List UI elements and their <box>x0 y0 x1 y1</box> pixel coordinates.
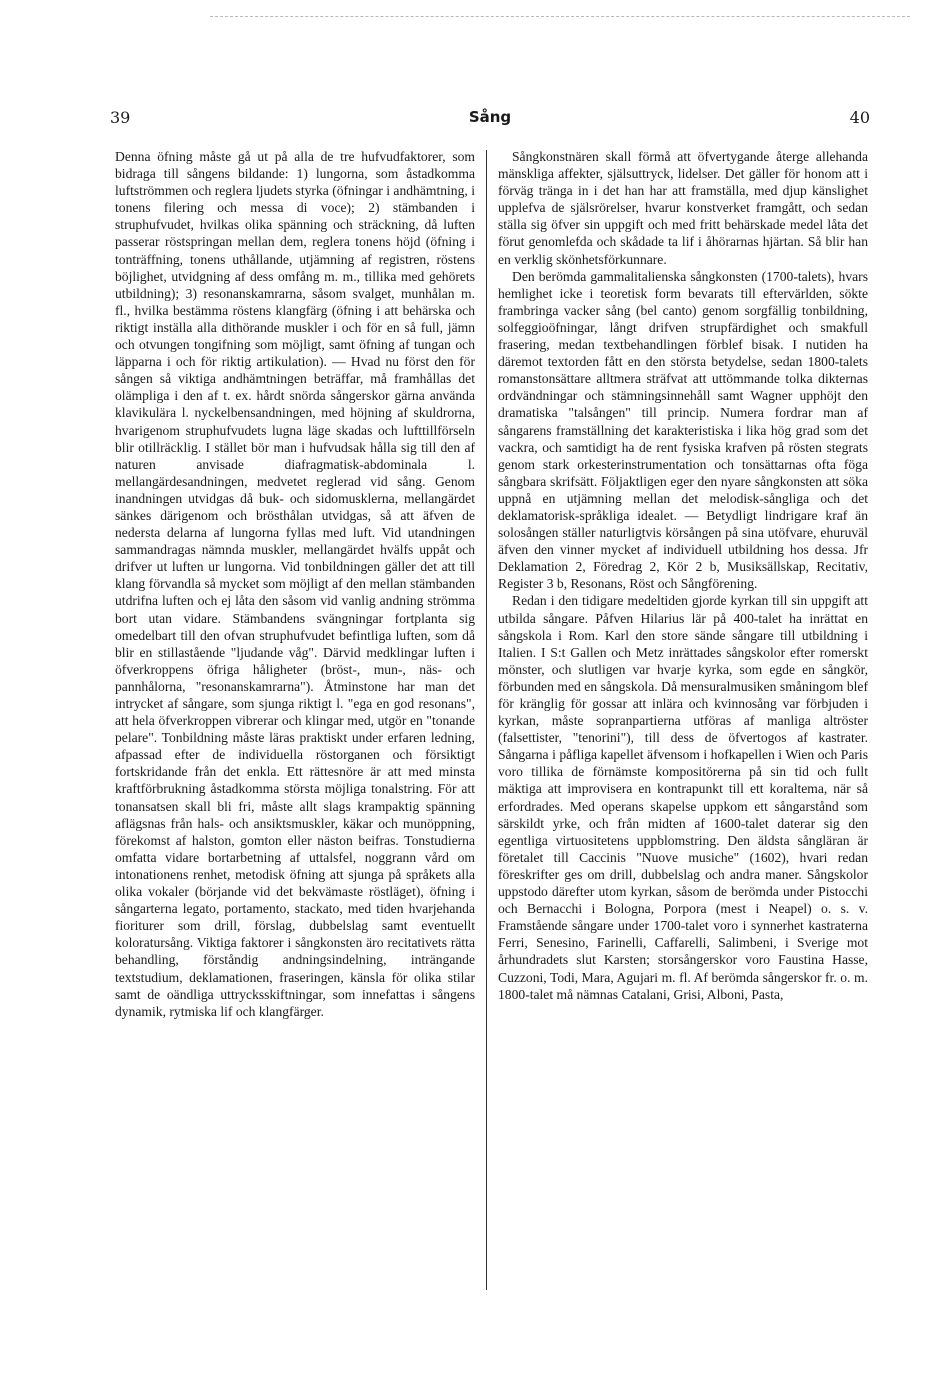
running-title: Sång <box>468 108 512 126</box>
right-paragraph: Sångkonstnären skall förmå att öfvertygande återge allehanda mänskliga affekter, själsuttryck, lidelser. Det gäller för honom att i förväg tränga in i det han har att framställa, med djup känslighet upplefva de själsrörelser, hvarur konstverket framgått, och sedan ställa sig öfver sin uppgift och med fritt behärskade medel låta det förut genomlefda och skådade ta lif i åhörarnas hjärtan. Så blir han en verklig skönhetsförkunnare. <box>498 149 868 267</box>
top-scan-rule <box>210 16 910 17</box>
left-paragraph: Denna öfning måste gå ut på alla de tre hufvudfaktorer, som bidraga till sångens bildande: 1) lungorna, som åstadkomma luftströmmen och reglera ljudets styrka (öfningar i andhämtning, i tonens filering och messa di voce); 2) stämbanden i struphufvudet, hvilkas olika spänning och sträckning, då luften passerar röstspringan mellan dem, reglera tonens höjd (öfning i tonträffning, tonens uthållande, utjämning af registren, röstens böjlighet, utvidgning af dess omfång m. m., tillika med gehörets utbildning); 3) resonanskamrarna, såsom svalget, munhålan m. fl., hvilka bestämma röstens klangfärg (öfning i att behärska och riktigt inställa alla dithörande muskler i och för en så full, jämn och otvungen tongifning som möjligt, samt öfning af tungan och läpparna i och för riktig artikulation). — Hvad nu först den för sången så viktiga andhämtningen beträffar, må framhållas det olämpliga i den af t. ex. hårdt snörda sångerskor gärna använda klavikulära l. nyckelbensandningen, med höjning af skuldrorna, hvarigenom struphufvudets lugna läge skadas och lufttillförseln blir otillräcklig. I stället bör man i hufvudsak hålla sig till den af naturen anvisade diafragmatisk-abdominala l. mellangärdesandningen, medvetet reglerad vid sång. Genom inandningen utvidgas då buk- och sidomusklerna, mellangärdet sänkes därigenom och brösthålan utvidgas, så att äfven de nedersta delarna af lungorna fyllas med luft. Vid utandningen sammandragas nämnda muskler, mellangärdet hvälfs uppåt och drifver ut luften ur lungorna. Vid tonbildningen gäller det att till klang förvandla så mycket som möjligt af den mellan stämbanden utdrifna luften och ej låta den såsom vid vanlig andning strömma bort utan vidare. Stämbandens svängningar fortplanta sig omedelbart till den ofvan struphufvudet befintliga luften, som då blir en stillastående "ljudande våg". Därvid medklingar luften i öfverkroppens öfriga håligheter (bröst-, mun-, näs- och pannhålorna, "resonanskamrarna"). Åtminstone har man det intrycket af sångare, som sjunga riktigt l. "ega en god resonans", att hela öfverkroppen vibrerar och klingar med, utgör en "tonande pelare". Tonbildning måste läras praktiskt under erfaren ledning, afpassad efter de individuella röstorganen och försiktigt fortskridande från det enkla. Ett rättesnöre är att med minsta kraftförbrukning åstadkomma största möjliga tonalstring. För att tonansatsen skall bli fri, måste allt slags krampaktig spänning aflägsnas från hals- och ansiktsmuskler, käkar och munöppning, förekomst af halston, gomton eller näston beifras. Tonstudierna omfatta vidare bortarbetning af uttalsfel, noggrann vård om intonationens renhet, metodisk öfning att sjunga på språkets alla olika vokaler (börjande vid det bekvämaste röstläget), öfning i sångarterna legato, portamento, stackato, med tiden hvarjehanda fioriturer som drill, förslag, dubbelslag samt eventuellt koloratursång. Viktiga faktorer i sångkonsten äro recitativets rätta behandling, förståndig andningsindelning, inträngande textstudium, deklamationen, fraseringen, känsla för olika stilar samt de oändliga uttrycksskiftningar, som innefattas i sångens dynamik, rytmiska lif och klangfärger. <box>115 149 475 1019</box>
column-divider <box>486 150 487 1290</box>
left-column <box>115 148 475 1020</box>
page-number-left: 39 <box>110 108 131 127</box>
page-number-right: 40 <box>849 108 870 127</box>
right-column <box>498 148 868 1003</box>
right-paragraph: Den berömda gammalitalienska sångkonsten (1700-talets), hvars hemlighet icke i teoretisk form bevarats till eftervärlden, sökte frambringa vacker sång (bel canto) genom sorgfällig tonbildning, solfeggioöfningar, långt drifven strupfärdighet och smakfull frasering, medan textbehandlingen förblef bisak. I nutiden ha däremot textorden fått en den största betydelse, sedan 1800-talets romanstonsättare alltmera sträfvat att uttömmande tolka dikternas ordvändningar och stämningsinnehåll samt Wagner upphöjt den dramatiska "talsången" till princip. Numera fordrar man af sångarens framställning det karakteristiska i lika hög grad som det vackra, och samtidigt ha de rent fysiska krafven på rösten stegrats genom stark orkesterinstrumentation och tonsättarnas ofta föga sångbara skrifsätt. Följaktligen eger den nyare sångkonsten att söka uppnå en utjämning mellan det melodisk-sångliga och det deklamatorisk-språkliga idealet. — Betydligt lindrigare kraf än solosången ställer naturligtvis körsången på sina utöfvare, ehuruväl äfven den vinner mycket af individuell utbildning hos dessa. Jfr Deklamation 2, Föredrag 2, Kör 2 b, Musiksällskap, Recitativ, Register 3 b, Resonans, Röst och Sångförening. <box>498 268 868 592</box>
right-paragraph: Redan i den tidigare medeltiden gjorde kyrkan till sin uppgift att utbilda sångare. Påfven Hilarius lär på 400-talet ha inrättat en sångskola i Rom. Karl den store sände sångare till utbildning i Italien. I S:t Gallen och Metz inrättades sångskolor efter romerskt mönster, och slutligen var hvarje kyrka, som egde en sångkör, förbunden med en sångskola. Då mensuralmusiken småningom blef för kränglig för gossar att inlära och kvinnosång var förbjuden i kyrkan, måste sopranpartierna utföras af manliga altröster (falsettister, "tenorini"), till dess de öfvertogos af kastrater. Sångarna i påfliga kapellet äfvensom i hofkapellen i Wien och Paris voro tillika de förnämste kompositörerna på sin tid och fullt mäktiga att improvisera en kontrapunkt till ett koraltema, när så erfordrades. Med operans skapelse uppkom ett sångarstånd som särskildt yrke, och från midten af 1600-talet daterar sig den egentliga virtuositetens uppblomstring. Den äldsta sångläran är företalet till Caccinis "Nuove musiche" (1602), hvari redan föreskrifter ges om drill, dubbelslag och andra maner. Sångskolor uppstodo därefter utom kyrkan, såsom de berömda under Pistocchi och Bernacchi i Bologna, Porpora (mest i Neapel) o. s. v. Framstående sångare under 1700-talet voro i synnerhet kastraterna Ferri, Senesino, Farinelli, Caffarelli, Salimbeni, i Sverige mot århundradets slut Karsten; storsångerskor voro Faustina Hasse, Cuzzoni, Todi, Mara, Agujari m. fl. Af berömda sångerskor fr. o. m. 1800-talet må nämnas Catalani, Grisi, Alboni, Pasta, <box>498 593 868 1002</box>
page-header <box>110 108 870 132</box>
